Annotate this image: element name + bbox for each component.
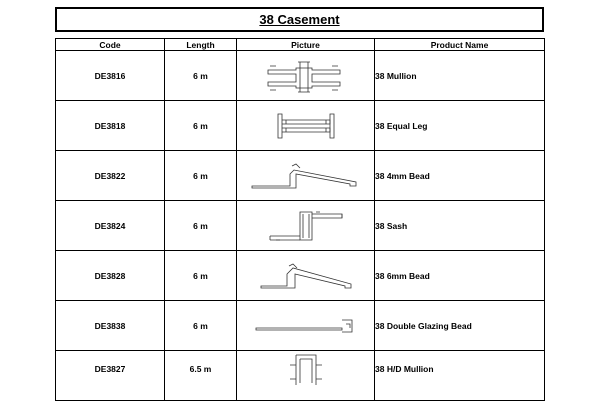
cell-length: 6 m xyxy=(165,251,237,301)
equal-leg-profile-icon xyxy=(256,106,356,146)
cell-picture xyxy=(237,151,375,201)
6mm-bead-profile-icon xyxy=(251,256,361,296)
table-row xyxy=(56,101,545,151)
table-row xyxy=(56,301,545,351)
cell-length: 6 m xyxy=(165,101,237,151)
header-picture: Picture xyxy=(237,39,375,51)
cell-product-name: 38 6mm Bead xyxy=(375,251,545,301)
table-row xyxy=(56,351,545,401)
sash-profile-icon xyxy=(256,206,356,246)
cell-code: DE3816 xyxy=(56,51,165,101)
cell-product-name: 38 Equal Leg xyxy=(375,101,545,151)
cell-product-name: 38 Sash xyxy=(375,201,545,251)
hd-mullion-profile-icon xyxy=(256,353,356,385)
catalog-title-box xyxy=(55,7,544,32)
table-header-row xyxy=(56,39,545,51)
cell-code: DE3822 xyxy=(56,151,165,201)
cell-product-name: 38 Mullion xyxy=(375,51,545,101)
cell-length: 6 m xyxy=(165,151,237,201)
cell-length: 6 m xyxy=(165,51,237,101)
cell-length: 6 m xyxy=(165,201,237,251)
cell-length: 6 m xyxy=(165,301,237,351)
cell-product-name: 38 H/D Mullion xyxy=(375,351,545,401)
cell-product-name: 38 Double Glazing Bead xyxy=(375,301,545,351)
cell-code: DE3824 xyxy=(56,201,165,251)
table-row xyxy=(56,251,545,301)
cell-code: DE3828 xyxy=(56,251,165,301)
product-table xyxy=(55,38,545,401)
double-glazing-bead-profile-icon xyxy=(246,306,366,346)
table-row xyxy=(56,201,545,251)
cell-picture xyxy=(237,101,375,151)
cell-length: 6.5 m xyxy=(165,351,237,401)
catalog-title: 38 Casement xyxy=(259,12,340,27)
cell-code: DE3838 xyxy=(56,301,165,351)
header-length: Length xyxy=(165,39,237,51)
cell-code: DE3827 xyxy=(56,351,165,401)
cell-picture xyxy=(237,251,375,301)
cell-code: DE3818 xyxy=(56,101,165,151)
mullion-profile-icon xyxy=(256,56,356,96)
cell-picture xyxy=(237,201,375,251)
table-row xyxy=(56,151,545,201)
cell-picture xyxy=(237,51,375,101)
header-code: Code xyxy=(56,39,165,51)
table-row xyxy=(56,51,545,101)
4mm-bead-profile-icon xyxy=(246,156,366,196)
cell-picture xyxy=(237,351,375,401)
cell-product-name: 38 4mm Bead xyxy=(375,151,545,201)
cell-picture xyxy=(237,301,375,351)
header-product-name: Product Name xyxy=(375,39,545,51)
